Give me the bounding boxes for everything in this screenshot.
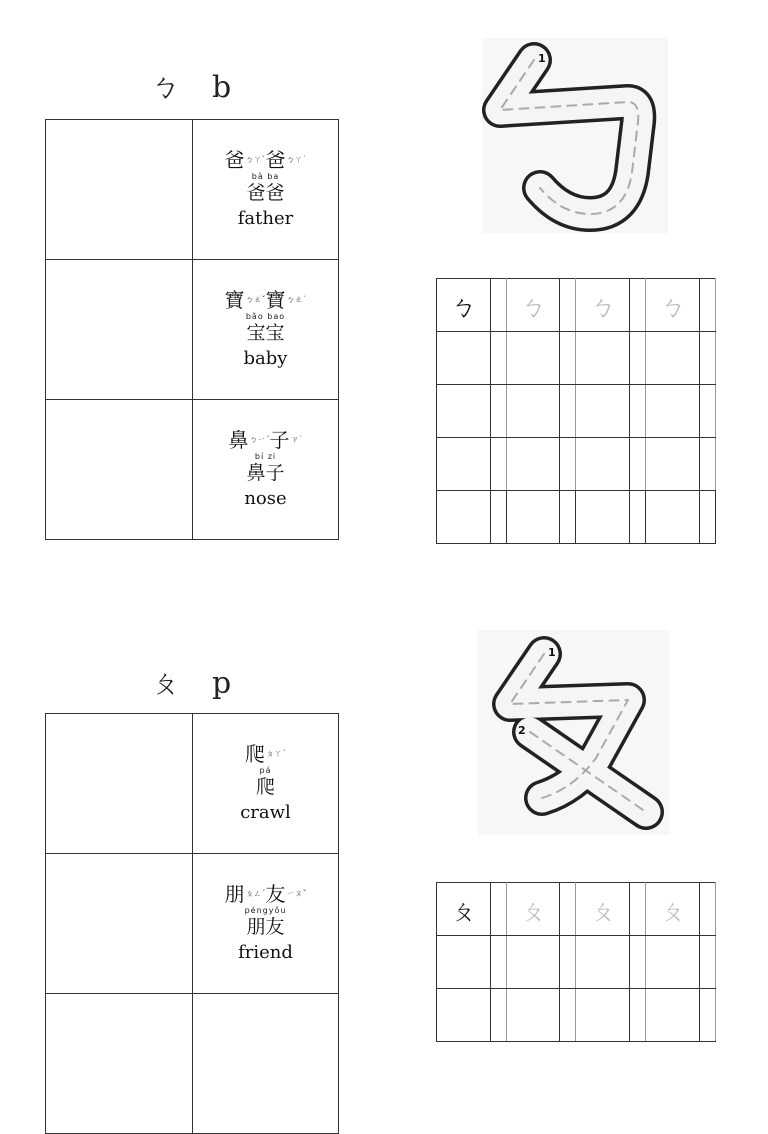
practice-cell[interactable]	[646, 385, 700, 438]
vocab-table-b	[45, 119, 339, 540]
practice-cell[interactable]	[576, 989, 630, 1042]
table-row	[437, 279, 716, 332]
practice-cell[interactable]	[576, 332, 630, 385]
trace-character[interactable]: ㄆ	[506, 883, 560, 936]
table-row	[46, 854, 339, 994]
traditional-word: 爸$^{ㄅㄚˋ}$爸$^{ㄅㄚ˙}$	[224, 147, 307, 172]
table-row	[437, 438, 716, 491]
table-row	[437, 936, 716, 989]
trace-character[interactable]: ㄅ	[506, 279, 560, 332]
pinyin-text: pá	[259, 765, 272, 775]
practice-cell[interactable]	[437, 989, 491, 1042]
practice-cell[interactable]	[646, 332, 700, 385]
practice-cell[interactable]	[506, 936, 560, 989]
stroke-order-p-icon	[478, 630, 670, 835]
model-character: ㄅ	[437, 279, 491, 332]
english-word: nose	[244, 487, 287, 509]
table-row	[46, 400, 339, 540]
writing-box[interactable]	[46, 714, 193, 854]
writing-box[interactable]	[46, 994, 193, 1134]
practice-cell[interactable]	[437, 936, 491, 989]
simplified-word: 宝宝	[246, 321, 285, 344]
word-card	[193, 854, 339, 994]
practice-cell[interactable]	[646, 438, 700, 491]
practice-cell[interactable]	[437, 332, 491, 385]
practice-grid-p	[436, 882, 716, 1042]
writing-box[interactable]	[46, 400, 193, 540]
table-row	[437, 332, 716, 385]
trace-character[interactable]: ㄅ	[576, 279, 630, 332]
word-card	[193, 400, 339, 540]
pinyin-letter: p	[212, 666, 232, 701]
table-row	[437, 491, 716, 544]
zhuyin-symbol: ㄅ	[150, 70, 180, 105]
pinyin-letter: b	[212, 70, 232, 105]
traditional-word: 鼻$^{ㄅㄧˊ}$子$^{ㄗ˙}$	[228, 427, 303, 452]
practice-cell[interactable]	[437, 385, 491, 438]
table-row	[46, 120, 339, 260]
pinyin-text: bǎo bao	[245, 311, 286, 321]
traditional-word: 朋$^{ㄆㄥˊ}$友$^{ㄧㄡˇ}$	[224, 881, 307, 906]
pinyin-text: péngyǒu	[244, 905, 287, 915]
practice-cell[interactable]	[576, 438, 630, 491]
practice-cell[interactable]	[506, 332, 560, 385]
table-row	[437, 385, 716, 438]
english-word: baby	[243, 347, 288, 369]
english-word: crawl	[240, 801, 291, 823]
section-header-p	[150, 658, 231, 702]
pinyin-text: bí zi	[254, 451, 277, 461]
simplified-word: 鼻子	[246, 461, 285, 484]
table-row	[437, 989, 716, 1042]
stroke-number: 1	[548, 646, 556, 659]
zhuyin-symbol: ㄆ	[150, 666, 180, 701]
practice-cell[interactable]	[576, 385, 630, 438]
practice-cell[interactable]	[646, 491, 700, 544]
writing-box[interactable]	[46, 260, 193, 400]
stroke-number: 2	[518, 724, 526, 737]
trace-character[interactable]: ㄅ	[646, 279, 700, 332]
word-card	[193, 714, 339, 854]
practice-cell[interactable]	[506, 989, 560, 1042]
pinyin-text: bà ba	[251, 171, 280, 181]
english-word: father	[237, 207, 294, 229]
practice-cell[interactable]	[506, 438, 560, 491]
practice-cell[interactable]	[576, 491, 630, 544]
practice-grid-b	[436, 278, 716, 544]
practice-cell[interactable]	[506, 491, 560, 544]
word-card	[193, 120, 339, 260]
stroke-number: 1	[538, 52, 546, 65]
word-card	[193, 260, 339, 400]
simplified-word: 爸爸	[246, 181, 285, 204]
traditional-word: 寶$^{ㄅㄠˇ}$寶$^{ㄅㄠ˙}$	[224, 287, 307, 312]
simplified-word: 朋友	[246, 915, 285, 938]
traditional-word: 爬$^{ㄆㄚˊ}$	[245, 741, 286, 766]
simplified-word: 爬	[255, 775, 275, 798]
writing-box[interactable]	[46, 854, 193, 994]
model-character: ㄆ	[437, 883, 491, 936]
practice-cell[interactable]	[646, 936, 700, 989]
practice-cell[interactable]	[506, 385, 560, 438]
vocab-table-p	[45, 713, 339, 1134]
trace-character[interactable]: ㄆ	[646, 883, 700, 936]
table-row	[437, 883, 716, 936]
section-header-b	[150, 62, 231, 106]
table-row	[46, 260, 339, 400]
english-word: friend	[238, 941, 293, 963]
trace-character[interactable]: ㄆ	[576, 883, 630, 936]
table-row	[46, 994, 339, 1134]
word-card	[193, 994, 339, 1134]
practice-cell[interactable]	[437, 438, 491, 491]
practice-cell[interactable]	[437, 491, 491, 544]
practice-cell[interactable]	[576, 936, 630, 989]
stroke-order-b-icon	[482, 38, 668, 233]
writing-box[interactable]	[46, 120, 193, 260]
practice-cell[interactable]	[646, 989, 700, 1042]
table-row	[46, 714, 339, 854]
